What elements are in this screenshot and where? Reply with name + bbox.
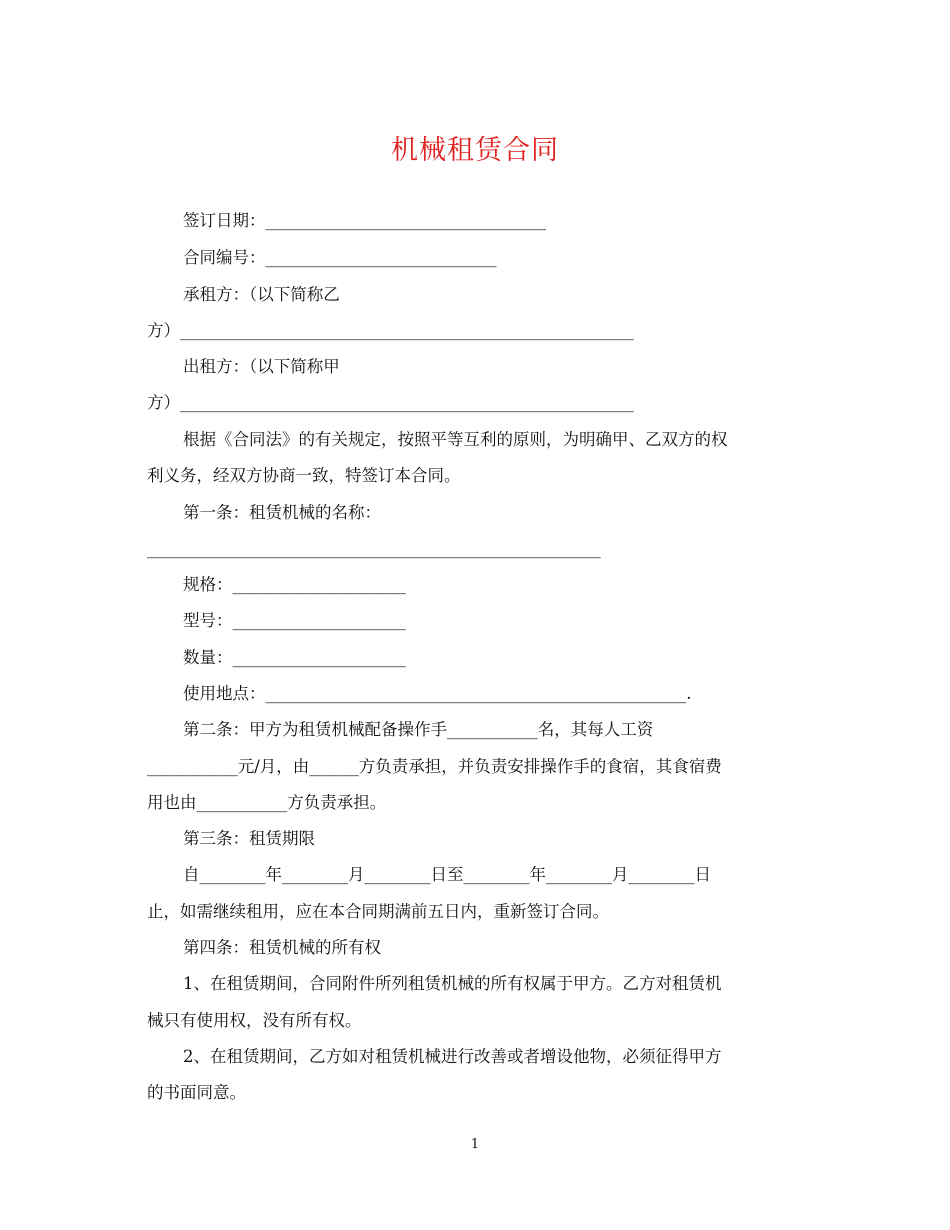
- signing-date-line: 签订日期：__________________________________: [183, 211, 546, 230]
- machine-name-blank: _______________________________________________________: [147, 539, 601, 558]
- article-4-item-1-line-1: 1、在租赁期间，合同附件所列租赁机械的所有权属于甲方。乙方对租赁机: [183, 974, 722, 993]
- contract-number-line: 合同编号：____________________________: [183, 248, 497, 267]
- preamble-line-2: 利义务，经双方协商一致，特签订本合同。: [147, 466, 461, 485]
- lease-term-line-2: 止，如需继续租用，应在本合同期满前五日内，重新签订合同。: [147, 902, 609, 921]
- article-4-item-1-line-2: 械只有使用权，没有所有权。: [147, 1011, 362, 1030]
- lessee-line-cont: 方）_______________________________________________________: [147, 321, 634, 340]
- article-4-item-2-line-1: 2、在租赁期间，乙方如对租赁机械进行改善或者增设他物，必须征得甲方: [183, 1047, 722, 1066]
- location-line: 使用地点：___________________________________________________.: [183, 684, 692, 703]
- lessee-line: 承租方：（以下简称乙: [183, 285, 340, 304]
- preamble-line-1: 根据《合同法》的有关规定，按照平等互利的原则，为明确甲、乙双方的权: [183, 430, 728, 449]
- article-4-item-2-line-2: 的书面同意。: [147, 1083, 246, 1102]
- lessor-line: 出租方：（以下简称甲: [183, 357, 340, 376]
- page-number: 1: [470, 1137, 480, 1152]
- model-line: 型号：_____________________: [183, 611, 406, 630]
- quantity-line: 数量：_____________________: [183, 648, 406, 667]
- document-title: 机械租赁合同: [391, 135, 559, 166]
- article-2-line-3: 用也由___________方负责承担。: [147, 793, 387, 812]
- article-1-heading: 第一条：租赁机械的名称：: [183, 503, 381, 522]
- article-4-heading: 第四条：租赁机械的所有权: [183, 938, 381, 957]
- article-2-line-2: ___________元/月，由______方负责承担，并负责安排操作手的食宿，其食宿费: [147, 757, 722, 776]
- lease-term-line-1: 自________年________月________日至________年________月________日: [183, 865, 711, 884]
- spec-line: 规格：_____________________: [183, 575, 406, 594]
- article-2-line-1: 第二条：甲方为租赁机械配备操作手___________名，其每人工资: [183, 720, 654, 739]
- article-3-heading: 第三条：租赁期限: [183, 829, 315, 848]
- lessor-line-cont: 方）_______________________________________________________: [147, 393, 634, 412]
